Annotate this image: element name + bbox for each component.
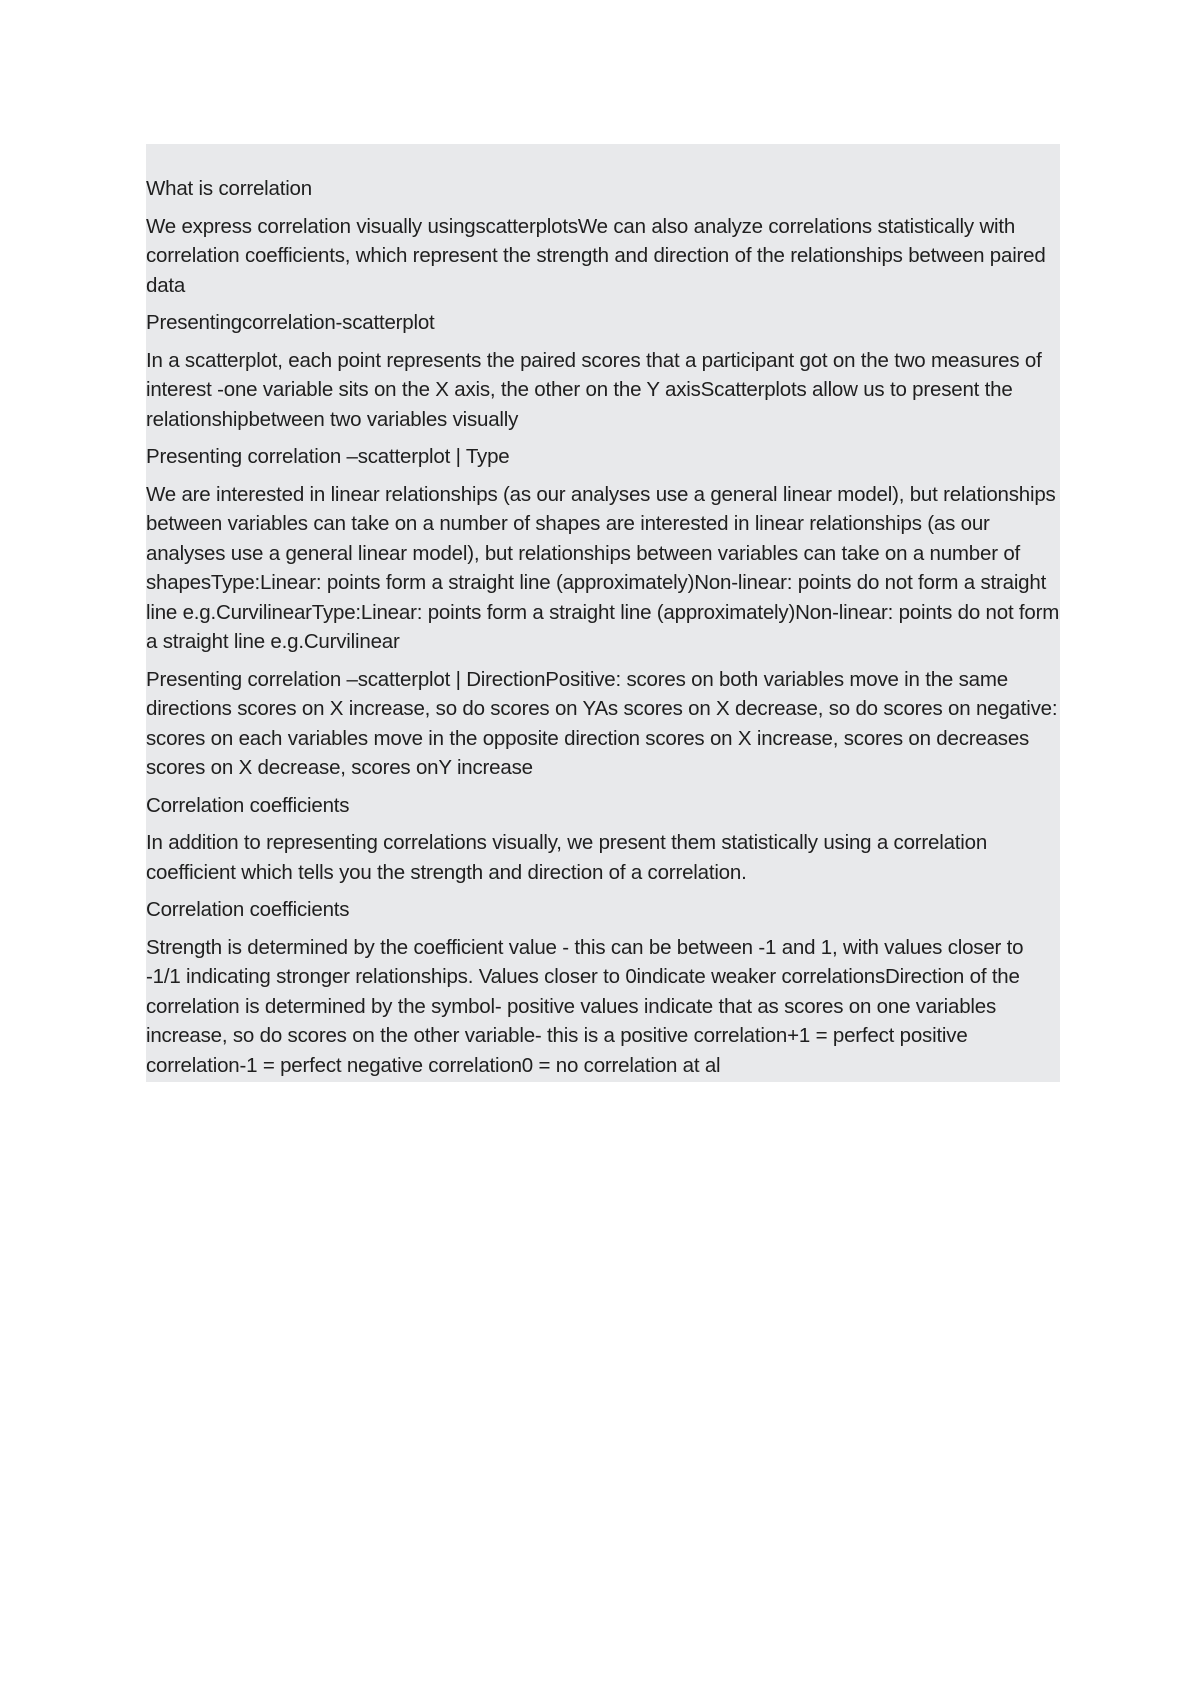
heading-correlation-coefficients-1: Correlation coefficients	[146, 793, 350, 817]
heading-what-is-correlation: What is correlation	[146, 177, 312, 200]
paragraph-scatterplot-direction: Presenting correlation –scatterplot | DirectionPositive: scores on both variables move in the same directions scores on X increase, so do scores on YAs scores on X decrease, so do scores on negative: scores on each variables move in the opposite direction scores on X increase, scores on decreases scores on X decrease, scores onY increase	[146, 667, 1058, 779]
heading-correlation-coefficients-2: Correlation coefficients	[146, 898, 350, 921]
paragraph-strength-direction: Strength is determined by the coefficient value - this can be between -1 and 1, with values closer to -1/1 indicating stronger relationships. Values closer to 0indicate weaker correlationsDirection of the correlation is determined by the symbol- positive values indicate that as scores on one variables increase, so do scores on the other variable- this is a positive correlation+1 = perfect positive correlation-1 = perfect negative correlation0 = no correlation at al	[146, 935, 1024, 1077]
paragraph-linear-relationships: We are interested in linear relationships (as our analyses use a general linear model), but relationships between variables can take on a number of shapes are interested in linear relationships (as our analyses use a general linear model), but relationships between variables can take on a number of shapesType:Linear: points form a straight line (approximately)Non-linear: points do not form a straight line e.g.CurvilinearType:Linear: points form a straight line (approximately)Non-linear: points do not form a straight line e.g.Curvilinear	[146, 482, 1060, 653]
document-text-block	[146, 144, 1060, 1082]
paragraph-representing-statistically: In addition to representing correlations visually, we present them statistically using a correlation coefficient which tells you the strength and direction of a correlation.	[146, 831, 988, 884]
heading-presenting-correlation-scatterplot: Presentingcorrelation-scatterplot	[146, 311, 435, 334]
paragraph-scatterplot-points: In a scatterplot, each point represents the paired scores that a participant got on the two measures of interest -one variable sits on the X axis, the other on the Y axisScatterplots allow us to present the relationshipbetween two variables visually	[146, 348, 1042, 431]
heading-scatterplot-type: Presenting correlation –scatterplot | Type	[146, 445, 510, 468]
paragraph-express-correlation: We express correlation visually usingscatterplotsWe can also analyze correlations statistically with correlation coefficients, which represent the strength and direction of the relationships between paired data	[146, 214, 1046, 297]
